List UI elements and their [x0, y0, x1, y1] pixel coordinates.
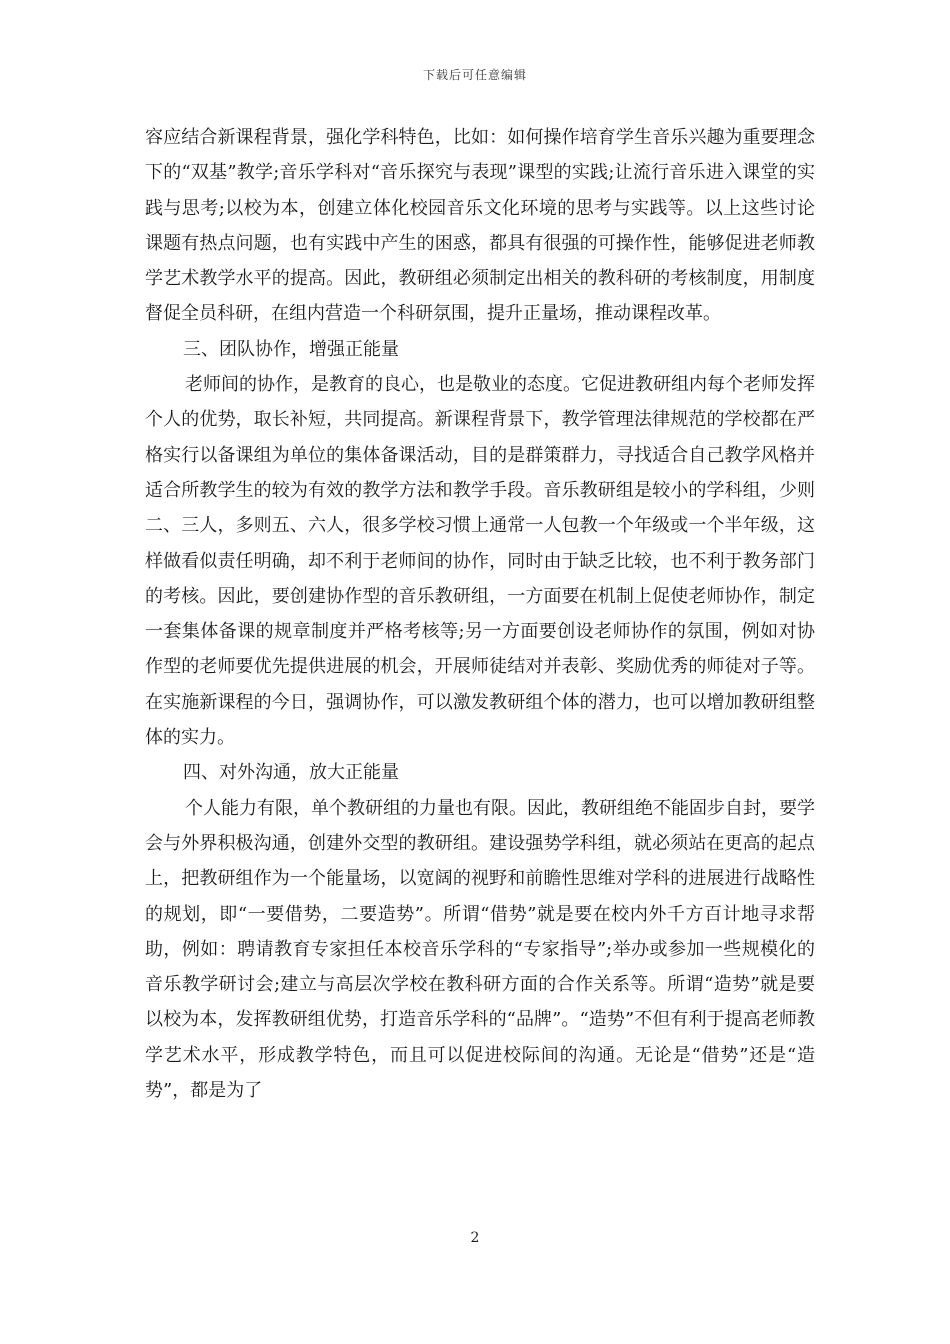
section-heading-3: 三、团队协作，增强正能量	[183, 338, 399, 360]
section-heading-4: 四、对外沟通，放大正能量	[183, 762, 399, 784]
page-header: 下载后可任意编辑	[422, 68, 527, 82]
paragraph-2: 老师间的协作，是教育的良心，也是敬业的态度。它促进教研组内每个老师发挥个人的优势，取长补短，共同提高。新课程背景下，教学管理法律规范的学校都在严格实行以备课组为单位的集体备课活动，目的是群策群力，寻找适合自己教学风格并适合所教学生的较为有效的教学方法和教学手段。音乐教研组是较小的学科组，少则二、三人，多则五、六人，很多学校习惯上通常一人包教一个年级或一个半年级，这样做看似责任明确，却不利于老师间的协作，同时由于缺乏比较，也不利于教务部门的考核。因此，要创建协作型的音乐教研组，一方面要在机制上促使老师协作，制定一套集体备课的规章制度并严格考核等;另一方面要创设老师协作的氛围，例如对协作型的老师要优先提供进展的机会，开展师徒结对并表彰、奖励优秀的师徒对子等。在实施新课程的今日，强调协作，可以激发教研组个体的潜力，也可以增加教研组整体的实力。	[145, 374, 815, 749]
paragraph-1: 容应结合新课程背景，强化学科特色，比如：如何操作培育学生音乐兴趣为重要理念下的“双基”教学;音乐学科对“音乐探究与表现”课型的实践;让流行音乐进入课堂的实践与思考;以校为本，创建立体化校园音乐文化环境的思考与实践等。以上这些讨论课题有热点问题，也有实践中产生的困惑，都具有很强的可操作性，能够促进老师教学艺术教学水平的提高。因此，教研组必须制定出相关的教科研的考核制度，用制度督促全员科研，在组内营造一个科研氛围，提升正量场，推动课程改革。	[145, 127, 815, 325]
page-number: 2	[470, 1230, 480, 1246]
document-body	[145, 120, 815, 1108]
paragraph-3: 个人能力有限，单个教研组的力量也有限。因此，教研组绝不能固步自封，要学会与外界积极沟通，创建外交型的教研组。建设强势学科组，就必须站在更高的起点上，把教研组作为一个能量场，以宽阔的视野和前瞻性思维对学科的进展进行战略性的规划，即“一要借势，二要造势”。所谓“借势”就是要在校内外千方百计地寻求帮助，例如：聘请教育专家担任本校音乐学科的“专家指导”;举办或参加一些规模化的音乐教学研讨会;建立与高层次学校在教科研方面的合作关系等。所谓“造势”就是要以校为本，发挥教研组优势，打造音乐学科的“品牌”。“造势”不但有利于提高老师教学艺术水平，形成教学特色，而且可以促进校际间的沟通。无论是“借势”还是“造势”，都是为了	[145, 797, 815, 1102]
